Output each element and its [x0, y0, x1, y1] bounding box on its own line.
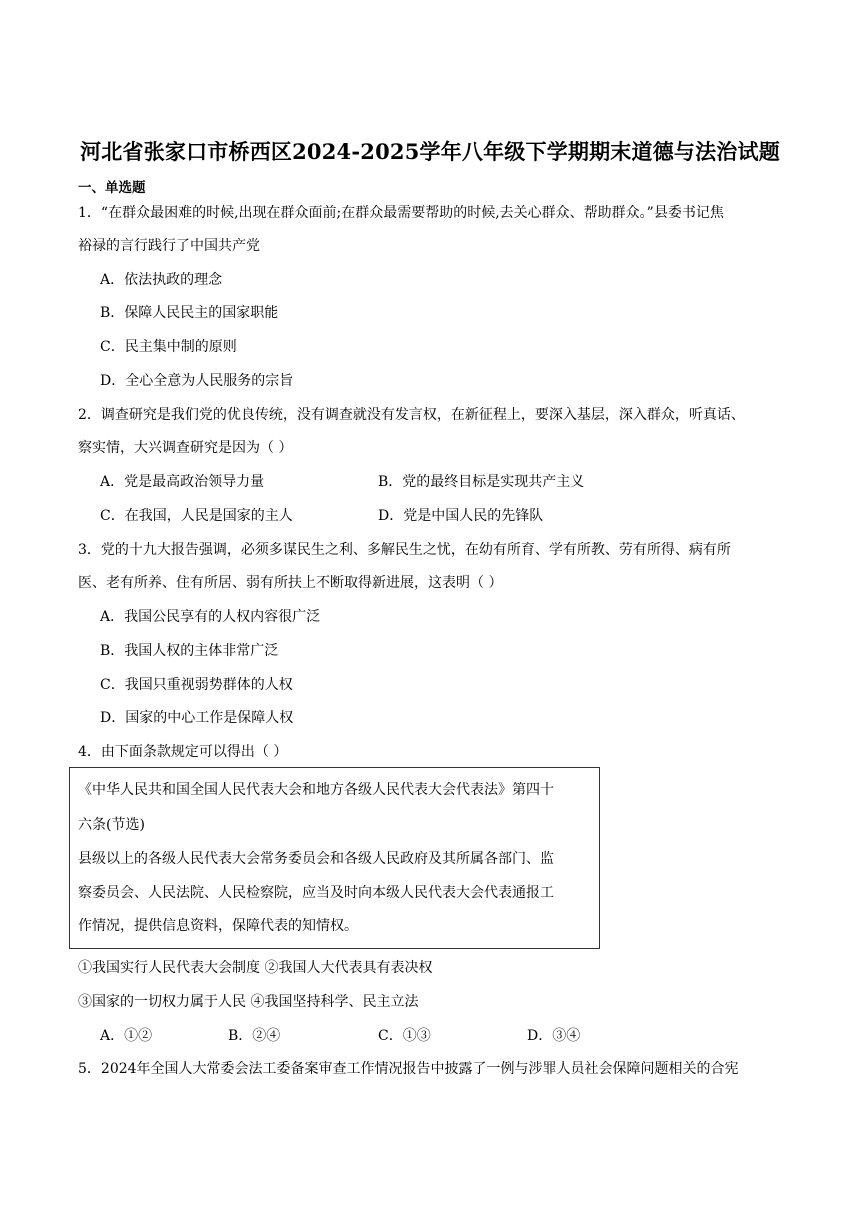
question-4-stem: 4．由下面条款规定可以得出（ ）: [78, 744, 288, 760]
question-1-option-a: A．依法执政的理念: [100, 272, 223, 288]
question-4-statements-3-4: ③国家的一切权力属于人民 ④我国坚持科学、民主立法: [78, 994, 419, 1010]
question-1-stem-line-1: 1．“在群众最困难的时候,出现在群众面前;在群众最需要帮助的时候,去关心群众、帮助群众。”县委书记焦: [78, 205, 724, 221]
question-5-stem-line-1: 5．2024年全国人大常委会法工委备案审查工作情况报告中披露了一例与涉罪人员社会保障问题相关的合宪: [78, 1061, 739, 1077]
question-1-option-c: C．民主集中制的原则: [100, 339, 237, 355]
question-3-stem-line-1: 3．党的十九大报告强调，必须多谋民生之利、多解民生之忧，在幼有所育、学有所教、劳有所得、病有所: [78, 542, 731, 558]
law-excerpt-line-2: 六条(节选): [78, 817, 145, 833]
question-2-stem-line-2: 察实情，大兴调查研究是因为（ ）: [78, 440, 293, 456]
question-2-option-d: D．党是中国人民的先锋队: [378, 508, 544, 524]
question-3-option-d: D．国家的中心工作是保障人权: [100, 710, 294, 726]
law-excerpt-line-5: 作情况，提供信息资料，保障代表的知情权。: [78, 918, 358, 934]
question-4-option-b: B．②④: [228, 1028, 281, 1044]
question-2-option-c: C．在我国，人民是国家的主人: [100, 508, 293, 524]
exam-title: 河北省张家口市桥西区2024-2025学年八年级下学期期末道德与法治试题: [80, 139, 780, 164]
question-4-option-d: D．③④: [527, 1028, 581, 1044]
question-1-stem-line-2: 裕禄的言行践行了中国共产党: [78, 238, 260, 254]
question-4-statements-1-2: ①我国实行人民代表大会制度 ②我国人大代表具有表决权: [78, 960, 433, 976]
question-3-stem-line-2: 医、老有所养、住有所居、弱有所扶上不断取得新进展，这表明（ ）: [78, 575, 503, 591]
question-4-option-c: C．①③: [378, 1028, 431, 1044]
law-excerpt-line-1: 《中华人民共和国全国人民代表大会和地方各级人民代表大会代表法》第四十: [78, 782, 554, 798]
question-4-option-a: A．①②: [100, 1028, 153, 1044]
question-3-option-a: A．我国公民享有的人权内容很广泛: [100, 609, 321, 625]
question-3-option-b: B．我国人权的主体非常广泛: [100, 643, 279, 659]
question-3-option-c: C．我国只重视弱势群体的人权: [100, 677, 293, 693]
question-2-option-a: A．党是最高政治领导力量: [100, 474, 265, 490]
section-heading-single-choice: 一、单选题: [78, 180, 146, 196]
question-2-option-b: B．党的最终目标是实现共产主义: [378, 474, 585, 490]
question-2-stem-line-1: 2．调查研究是我们党的优良传统，没有调查就没有发言权，在新征程上，要深入基层，深入群众，听真话、: [78, 407, 745, 423]
question-1-option-d: D．全心全意为人民服务的宗旨: [100, 373, 294, 389]
law-excerpt-line-3: 县级以上的各级人民代表大会常务委员会和各级人民政府及其所属各部门、监: [78, 851, 554, 867]
question-1-option-b: B．保障人民民主的国家职能: [100, 305, 279, 321]
law-excerpt-line-4: 察委员会、人民法院、人民检察院，应当及时向本级人民代表大会代表通报工: [78, 885, 554, 901]
